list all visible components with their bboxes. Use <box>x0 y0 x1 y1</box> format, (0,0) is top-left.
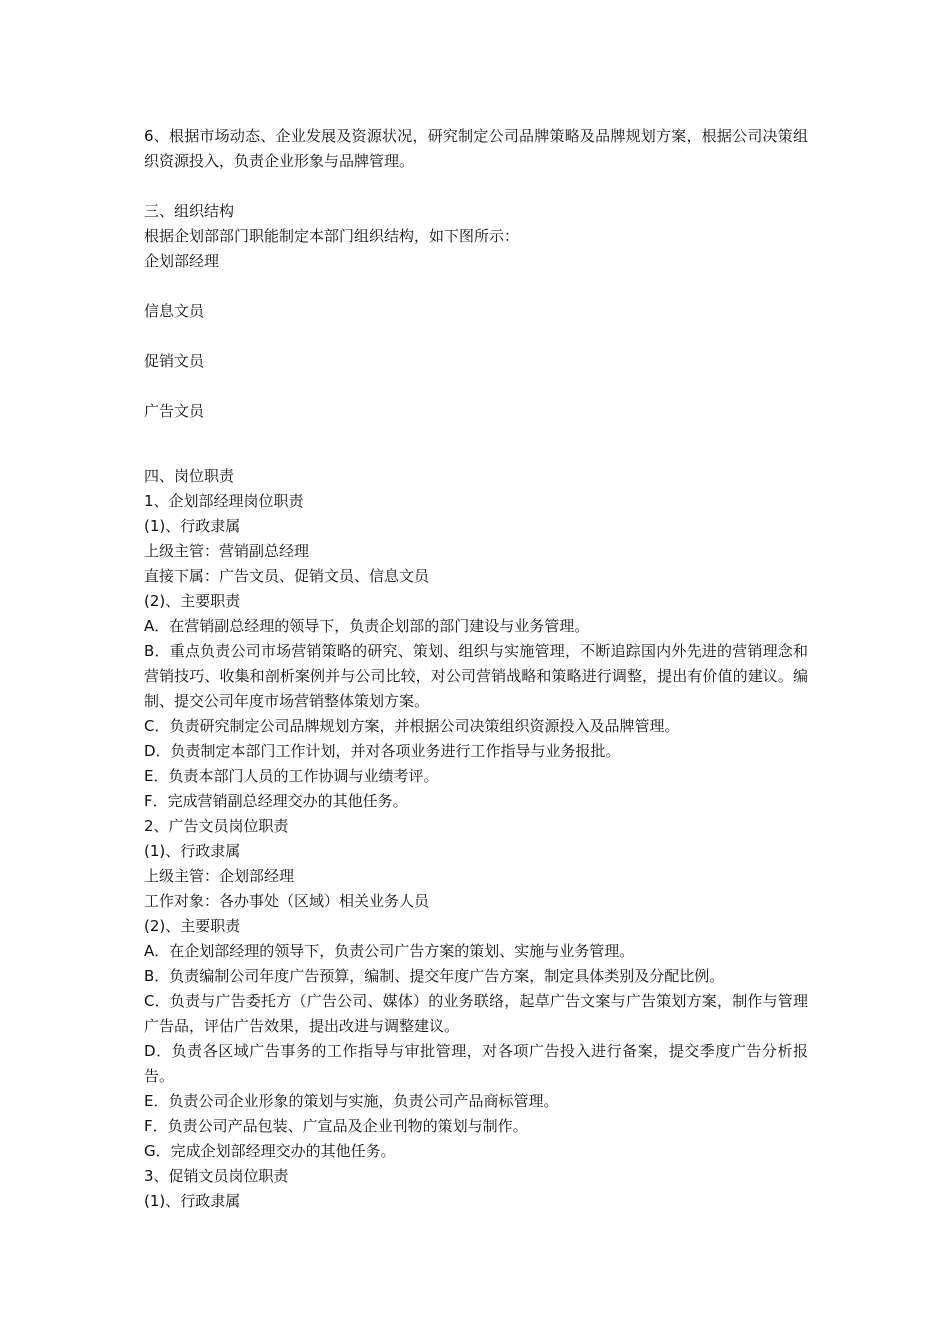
manager-duty-d: D．负责制定本部门工作计划，并对各项业务进行工作指导与业务报批。 <box>144 742 621 760</box>
ad-clerk-title: 2、广告文员岗位职责 <box>144 817 289 835</box>
section-3-description: 根据企划部部门职能制定本部门组织结构，如下图所示： <box>144 227 520 245</box>
manager-duties-heading: (2)、主要职责 <box>144 592 241 610</box>
ad-clerk-admin-heading: (1)、行政隶属 <box>144 842 241 860</box>
ad-clerk-duty-d: D．负责各区域广告事务的工作指导与审批管理，对各项广告投入进行备案，提交季度广告分析报告。 <box>144 1042 808 1085</box>
org-item-info-clerk: 信息文员 <box>144 302 205 320</box>
manager-title: 1、企划部经理岗位职责 <box>144 492 304 510</box>
ad-clerk-superior: 上级主管：企划部经理 <box>144 867 295 885</box>
ad-clerk-duty-b: B．负责编制公司年度广告预算，编制、提交年度广告方案，制定具体类别及分配比例。 <box>144 967 725 985</box>
promo-clerk-title: 3、促销文员岗位职责 <box>144 1167 289 1185</box>
org-item-manager: 企划部经理 <box>144 252 220 270</box>
org-item-ad-clerk: 广告文员 <box>144 402 205 420</box>
org-item-promo-clerk: 促销文员 <box>144 352 205 370</box>
promo-clerk-admin-heading: (1)、行政隶属 <box>144 1192 241 1210</box>
manager-duty-e: E．负责本部门人员的工作协调与业绩考评。 <box>144 767 439 785</box>
manager-duty-b: B．重点负责公司市场营销策略的研究、策划、组织与实施管理，不断追踪国内外先进的营销理念和营销技巧、收集和剖析案例并与公司比较，对公司营销战略和策略进行调整，提出有价值的建议。编制、提交公司年度市场营销整体策划方案。 <box>144 642 808 710</box>
ad-clerk-duty-f: F．负责公司产品包装、广宣品及企业刊物的策划与制作。 <box>144 1117 528 1135</box>
ad-clerk-duties-heading: (2)、主要职责 <box>144 917 241 935</box>
ad-clerk-work-target: 工作对象：各办事处（区域）相关业务人员 <box>144 892 430 910</box>
document-body <box>144 124 808 1214</box>
ad-clerk-duty-c: C．负责与广告委托方（广告公司、媒体）的业务联络，起草广告文案与广告策划方案，制作与管理广告品，评估广告效果，提出改进与调整建议。 <box>144 992 808 1035</box>
manager-admin-heading: (1)、行政隶属 <box>144 517 241 535</box>
manager-subordinates: 直接下属：广告文员、促销文员、信息文员 <box>144 567 430 585</box>
manager-duty-f: F．完成营销副总经理交办的其他任务。 <box>144 792 408 810</box>
section-4-heading: 四、岗位职责 <box>144 467 235 485</box>
section-3-heading: 三、组织结构 <box>144 202 235 220</box>
manager-duty-a: A．在营销副总经理的领导下，负责企划部的部门建设与业务管理。 <box>144 617 590 635</box>
ad-clerk-duty-a: A．在企划部经理的领导下，负责公司广告方案的策划、实施与业务管理。 <box>144 942 635 960</box>
manager-superior: 上级主管：营销副总经理 <box>144 542 310 560</box>
ad-clerk-duty-e: E．负责公司企业形象的策划与实施，负责公司产品商标管理。 <box>144 1092 559 1110</box>
ad-clerk-duty-g: G．完成企划部经理交办的其他任务。 <box>144 1142 396 1160</box>
manager-duty-c: C．负责研究制定公司品牌规划方案，并根据公司决策组织资源投入及品牌管理。 <box>144 717 680 735</box>
intro-item-6: 6、根据市场动态、企业发展及资源状况，研究制定公司品牌策略及品牌规划方案，根据公司决策组织资源投入，负责企业形象与品牌管理。 <box>144 127 808 170</box>
